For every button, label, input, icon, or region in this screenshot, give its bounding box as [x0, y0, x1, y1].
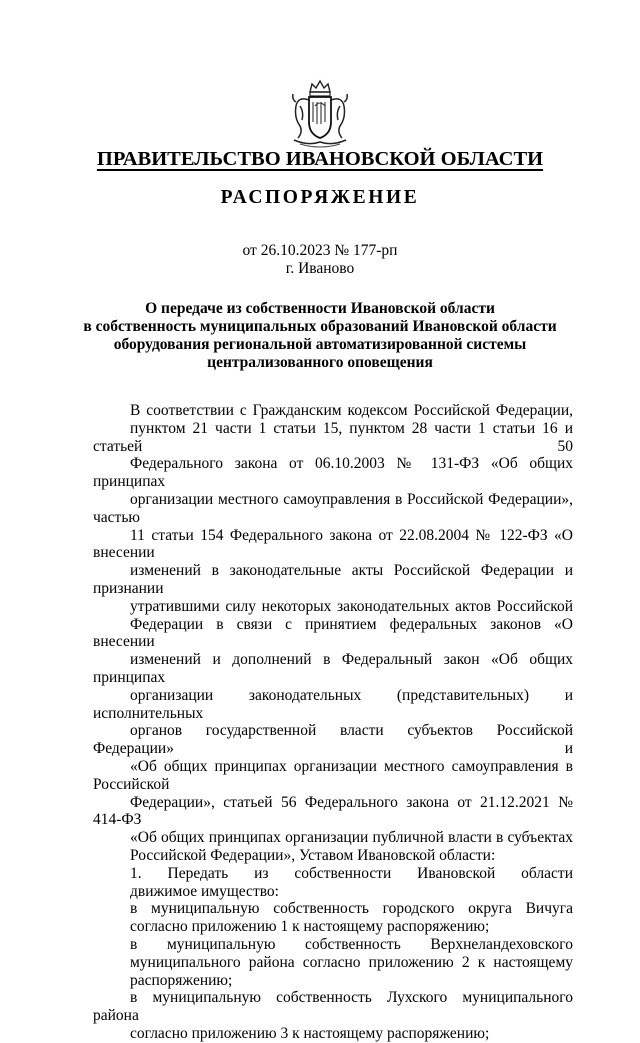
text-line: Федерального закона от 06.10.2003 № 131-ФЗ «Об общих принципах: [93, 455, 573, 491]
text-line: движимое имущество:: [130, 882, 279, 900]
text-line: изменений в законодательные акты Российской Федерации и признании: [93, 562, 573, 597]
text-line: муниципального района согласно приложению 2 к настоящему: [130, 953, 573, 971]
title-line: оборудования региональной автоматизированной системы: [113, 336, 527, 353]
text-line: пунктом 21 части 1 статьи 15, пунктом 28 части 1 статьи 16 и статьей 50: [93, 419, 573, 455]
city: г. Иваново: [285, 260, 355, 277]
text-line: организации законодательных (представительных) и исполнительных: [93, 686, 573, 722]
text-line: распоряжению;: [130, 971, 233, 989]
text-line: 11 статьи 154 Федерального закона от 22.08.2004 № 122-ФЗ «О внесении: [93, 526, 573, 562]
paragraph-item-1: [93, 865, 573, 901]
title-line: в собственность муниципальных образований Ивановской области: [83, 318, 557, 335]
text-line: Российской Федерации», Уставом Ивановской области:: [130, 846, 496, 864]
paragraph-verkhnelandekh: [93, 936, 573, 989]
text-line: согласно приложению 1 к настоящему распоряжению;: [130, 918, 490, 936]
text-line: В соответствии с Гражданским кодексом Российской Федерации,: [130, 402, 573, 419]
text-line: «Об общих принципах организации местного самоуправления в Российской: [93, 757, 573, 793]
document-meta: [0, 242, 640, 278]
text-line: утратившими силу некоторых законодательных актов Российской: [130, 597, 573, 615]
text-line: организации местного самоуправления в Российской Федерации», частью: [93, 490, 573, 526]
paragraph-preamble: [93, 402, 573, 865]
paragraph-lukh: [93, 989, 573, 1042]
title-line: О передаче из собственности Ивановской области: [145, 300, 495, 317]
text-line: изменений и дополнений в Федеральный закон «Об общих принципах: [93, 651, 573, 686]
organization-name: ПРАВИТЕЛЬСТВО ИВАНОВСКОЙ ОБЛАСТИ: [96, 148, 544, 170]
document-body: [93, 402, 573, 1043]
document-title: [0, 300, 640, 372]
text-line: Федерации в связи с принятием федеральных законов «О внесении: [93, 615, 573, 651]
text-line: в муниципальную собственность Верхнеландеховского: [130, 935, 573, 953]
document-type: РАСПОРЯЖЕНИЕ: [220, 187, 420, 208]
title-line: централизованного оповещения: [207, 354, 433, 371]
text-line: органов государственной власти субъектов Российской Федерации» и: [93, 722, 573, 758]
ivanovo-coat-of-arms-icon: [288, 78, 352, 148]
date-number: от 26.10.2023 № 177-рп: [242, 242, 398, 259]
text-line: «Об общих принципах организации публичной власти в субъектах: [130, 829, 573, 847]
text-line: 1. Передать из собственности Ивановской области: [130, 864, 573, 882]
text-line: в муниципальную собственность Лухского муниципального района: [93, 989, 573, 1025]
text-line: согласно приложению 3 к настоящему распоряжению;: [130, 1024, 490, 1042]
paragraph-vichuga: [93, 900, 573, 936]
text-line: в муниципальную собственность городского округа Вичуга: [130, 900, 573, 918]
text-line: Федерации», статьей 56 Федерального закона от 21.12.2021 № 414-ФЗ: [93, 793, 573, 829]
